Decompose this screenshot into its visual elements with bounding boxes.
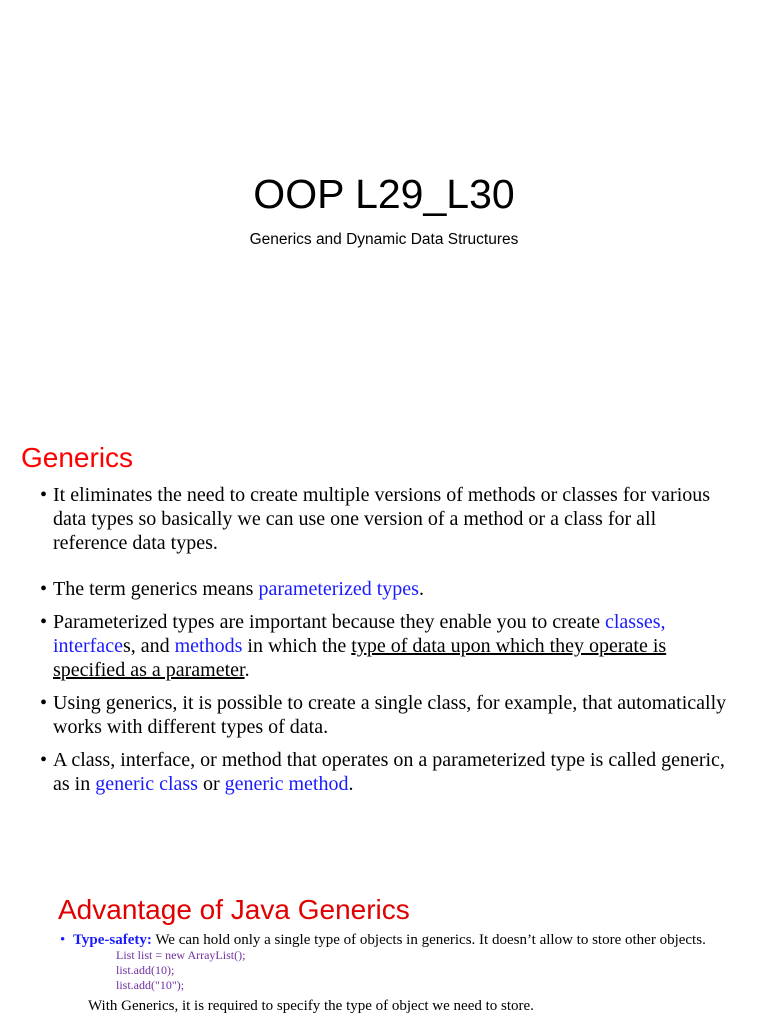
bullet-text: or — [197, 773, 225, 795]
bullet-icon: • — [40, 692, 48, 714]
highlight-term: parameterized types — [258, 578, 419, 600]
type-safety-term: Type-safety: — [73, 932, 152, 948]
underlined-text: type of data upon which they operate is specified as a parameter — [53, 635, 667, 681]
bullet-text: . — [348, 773, 354, 795]
bullet-text: in which the — [242, 635, 352, 657]
bullet-text: s, and — [122, 635, 175, 657]
code-line: list.add("10"); — [116, 978, 185, 992]
bullet-text: The term generics means — [53, 578, 259, 600]
list-item — [40, 610, 730, 682]
generics-heading: Generics — [21, 442, 134, 473]
bullet-icon: • — [40, 578, 48, 600]
bullet-icon: • — [60, 932, 66, 948]
generics-bullet-list — [40, 483, 730, 805]
bullet-text: . — [418, 578, 424, 600]
code-line: list.add(10); — [116, 963, 175, 977]
bullet-text: . — [244, 659, 250, 681]
code-line: List list = new ArrayList(); — [116, 948, 246, 962]
highlight-term: classes, interface — [53, 611, 666, 657]
bullet-icon: • — [40, 749, 48, 771]
bullet-text: We can hold only a single type of objects in generics. It doesn’t allow to store other objects. — [151, 932, 706, 948]
list-item — [40, 577, 730, 601]
bullet-icon: • — [40, 484, 48, 506]
bullet-icon: • — [40, 611, 48, 633]
body-text: With Generics, it is required to specify the type of object we need to store. — [88, 998, 534, 1014]
slide-title: OOP L29_L30 — [253, 171, 515, 217]
slide-subtitle: Generics and Dynamic Data Structures — [249, 231, 519, 248]
bullet-text: Parameterized types are important because they enable you to create — [53, 611, 605, 633]
bullet-text: Using generics, it is possible to create a single class, for example, that automatically works with different types of data. — [53, 692, 727, 738]
title-slide — [0, 0, 768, 404]
bullet-text: A class, interface, or method that operates on a parameterized type is called generic, as in — [53, 749, 725, 795]
list-item — [40, 691, 730, 739]
generics-slide — [0, 404, 768, 864]
list-item — [40, 748, 730, 796]
advantages-heading: Advantage of Java Generics — [58, 894, 410, 925]
bullet-text: It eliminates the need to create multiple versions of methods or classes for various data types so basically we can use one version of a method or a class for all reference data types. — [53, 484, 711, 554]
list-item — [40, 483, 730, 555]
advantages-body — [60, 933, 710, 1015]
advantages-slide — [0, 864, 768, 1024]
highlight-term: generic class — [95, 773, 198, 795]
list-item — [60, 933, 710, 948]
highlight-term: generic method — [224, 773, 349, 795]
highlight-term: methods — [174, 635, 243, 657]
